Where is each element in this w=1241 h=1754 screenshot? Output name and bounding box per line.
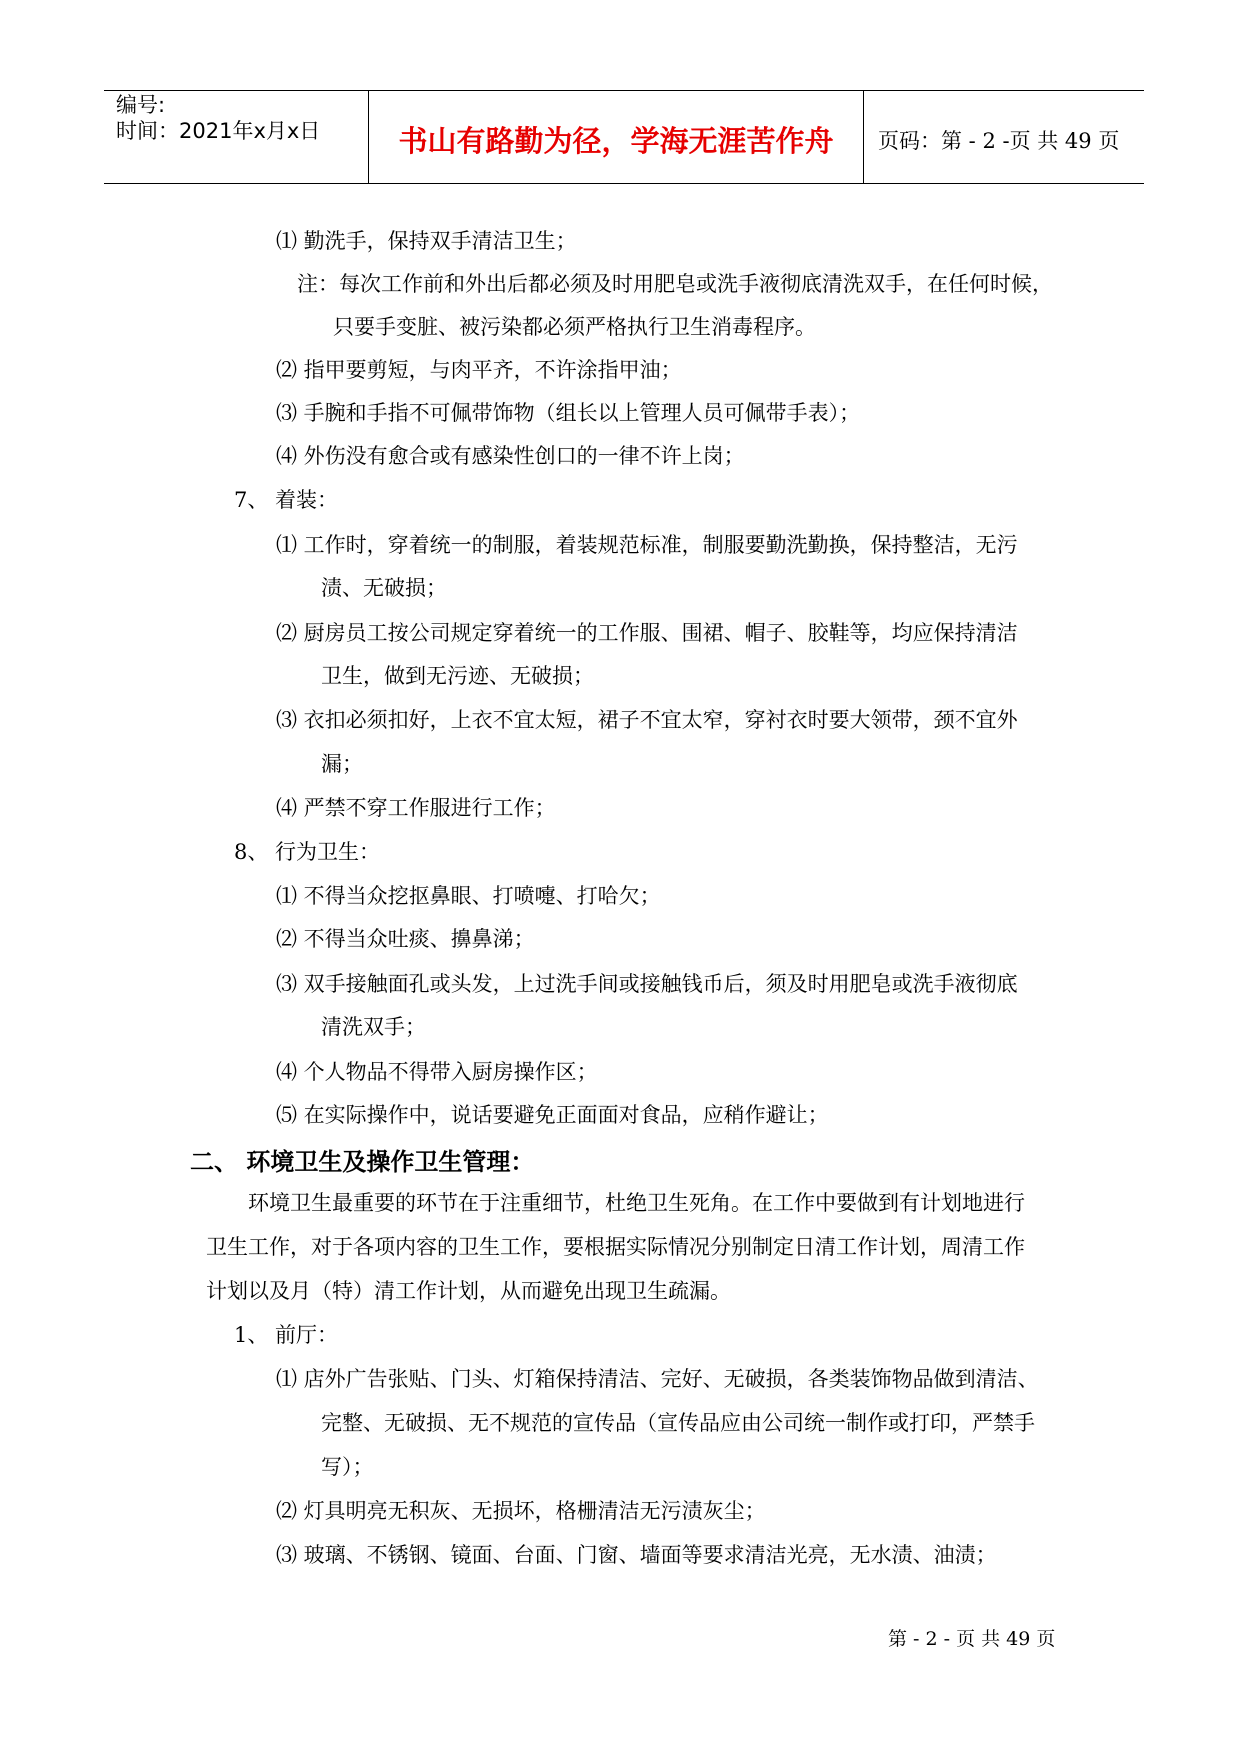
page-header xyxy=(104,90,1144,184)
body-line: 注：每次工作前和外出后都必须及时用肥皂或洗手液彻底清洗双手，在任何时候， xyxy=(297,272,1053,296)
paragraph-line: 卫生工作，对于各项内容的卫生工作，要根据实际情况分别制定日清工作计划，周清工作 xyxy=(206,1235,1025,1259)
body-line: ⑷ 外伤没有愈合或有感染性创口的一律不许上岗； xyxy=(276,444,745,468)
header-page-cell xyxy=(864,91,1144,183)
body-line: ⑵ 灯具明亮无积灰、无损坏，格栅清洁无污渍灰尘； xyxy=(276,1499,766,1523)
body-line: 写）； xyxy=(321,1455,374,1479)
body-line: ⑷ 严禁不穿工作服进行工作； xyxy=(276,796,556,820)
section-heading: 8、 行为卫生： xyxy=(234,840,381,864)
body-line: ⑴ 勤洗手，保持双手清洁卫生； xyxy=(276,229,577,253)
body-line: 完整、无破损、无不规范的宣传品（宣传品应由公司统一制作或打印，严禁手 xyxy=(321,1411,1035,1435)
body-line: ⑶ 玻璃、不锈钢、镜面、台面、门窗、墙面等要求清洁光亮，无水渍、油渍； xyxy=(276,1543,997,1567)
body-line: ⑵ 厨房员工按公司规定穿着统一的工作服、围裙、帽子、胶鞋等，均应保持清洁 xyxy=(276,621,1018,645)
section-heading: 7、 着装： xyxy=(234,488,339,512)
section-heading: 1、 前厅： xyxy=(234,1323,339,1347)
header-page-number: 页码：第 - 2 -页 共 49 页 xyxy=(878,129,1120,153)
body-line: 清洗双手； xyxy=(321,1015,426,1039)
chapter-heading: 二、 环境卫生及操作卫生管理： xyxy=(190,1148,535,1176)
body-line: ⑴ 不得当众挖抠鼻眼、打喷嚏、打哈欠； xyxy=(276,884,661,908)
body-line: ⑷ 个人物品不得带入厨房操作区； xyxy=(276,1060,598,1084)
body-line: ⑶ 双手接触面孔或头发，上过洗手间或接触钱币后，须及时用肥皂或洗手液彻底 xyxy=(276,972,1018,996)
body-line: 渍、无破损； xyxy=(321,576,447,600)
body-line: ⑵ 指甲要剪短，与肉平齐，不许涂指甲油； xyxy=(276,358,682,382)
body-line: 只要手变脏、被污染都必须严格执行卫生消毒程序。 xyxy=(333,315,816,339)
body-line: ⑵ 不得当众吐痰、擤鼻涕； xyxy=(276,927,535,951)
body-line: ⑴ 店外广告张贴、门头、灯箱保持清洁、完好、无破损，各类装饰物品做到清洁、 xyxy=(276,1367,1039,1391)
paragraph-line: 计划以及月（特）清工作计划，从而避免出现卫生疏漏。 xyxy=(206,1279,731,1303)
header-meta-cell xyxy=(104,91,368,183)
body-line: ⑶ 手腕和手指不可佩带饰物（组长以上管理人员可佩带手表）； xyxy=(276,401,861,425)
doc-number-label: 编号: xyxy=(116,93,166,117)
body-line: ⑶ 衣扣必须扣好，上衣不宜太短，裙子不宜太窄，穿衬衣时要大领带，颈不宜外 xyxy=(276,708,1018,732)
body-line: 漏； xyxy=(321,752,363,776)
body-line: ⑴ 工作时，穿着统一的制服，着装规范标准，制服要勤洗勤换，保持整洁，无污 xyxy=(276,533,1018,557)
page-footer: 第 - 2 - 页 共 49 页 xyxy=(888,1628,1056,1650)
header-motto-cell xyxy=(368,91,864,183)
body-line: 卫生，做到无污迹、无破损； xyxy=(321,664,594,688)
body-line: ⑸ 在实际操作中，说话要避免正面面对食品，应稍作避让； xyxy=(276,1103,829,1127)
header-motto: 书山有路勤为径，学海无涯苦作舟 xyxy=(398,124,834,158)
doc-time-label: 时间：2021年x月x日 xyxy=(116,119,321,143)
paragraph-line: 环境卫生最重要的环节在于注重细节，杜绝卫生死角。在工作中要做到有计划地进行 xyxy=(248,1191,1025,1215)
